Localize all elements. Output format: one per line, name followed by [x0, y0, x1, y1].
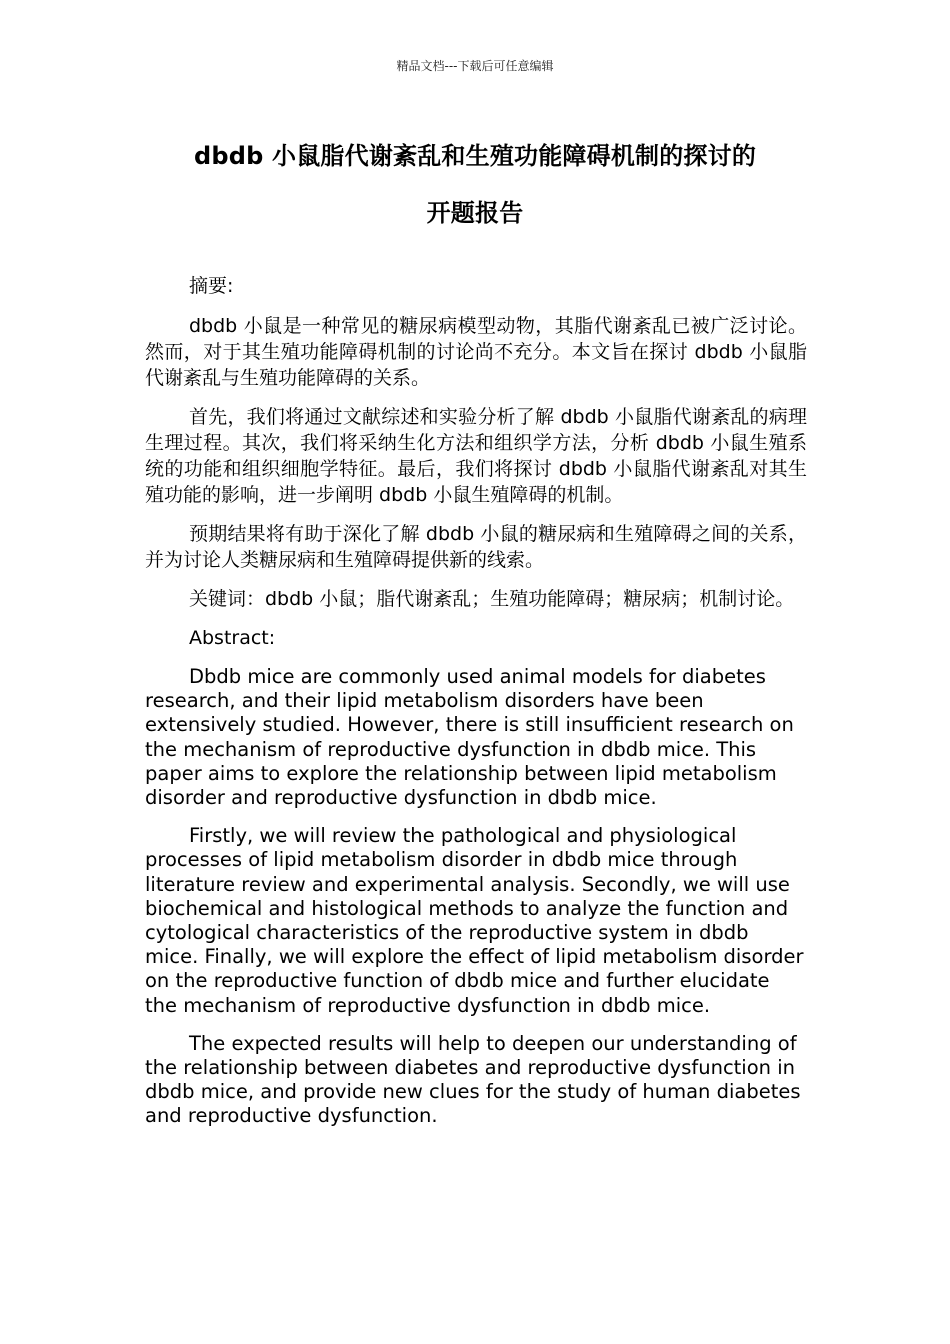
abstract-en-paragraph-1: Dbdb mice are commonly used animal models for diabetes research, and their lipid metabolism disorders have been extensively studied. However, there is still insufficient research on the mechanism of reproductive dysfunction in dbdb mice. This paper aims to explore the relationship between lipid metabolism disorder and reproductive dysfunction in dbdb mice. [145, 665, 794, 810]
abstract-en-paragraph-2: Firstly, we will review the pathological and physiological processes of lipid metabolism disorder in dbdb mice through literature review and experimental analysis. Secondly, we will use biochemical and histological methods to analyze the function and cytological characteristics of the reproductive system in dbdb mice. Finally, we will explore the effect of lipid metabolism disorder on the reproductive function of dbdb mice and further elucidate the mechanism of reproductive dysfunction in dbdb mice. [145, 824, 804, 1017]
page-header-note: 精品文档---下载后可任意编辑 [396, 59, 554, 73]
abstract-cn-paragraph-3: 预期结果将有助于深化了解 dbdb 小鼠的糖尿病和生殖障碍之间的关系，并为讨论人类糖尿病和生殖障碍提供新的线索。 [145, 523, 807, 571]
abstract-en-paragraph-3: The expected results will help to deepen our understanding of the relationship between diabetes and reproductive dysfunction in dbdb mice, and provide new clues for the study of human diabetes and reproductive dysfunction. [145, 1031, 801, 1128]
keywords-cn: 关键词：dbdb 小鼠；脂代谢紊乱；生殖功能障碍；糖尿病；机制讨论。 [189, 588, 795, 610]
abstract-cn-paragraph-1: dbdb 小鼠是一种常见的糖尿病模型动物，其脂代谢紊乱已被广泛讨论。然而，对于其生殖功能障碍机制的讨论尚不充分。本文旨在探讨 dbdb 小鼠脂代谢紊乱与生殖功能障碍的关系。 [145, 315, 807, 389]
document-title-line-1: dbdb 小鼠脂代谢紊乱和生殖功能障碍机制的探讨的 [193, 142, 757, 170]
abstract-cn-paragraph-2: 首先，我们将通过文献综述和实验分析了解 dbdb 小鼠脂代谢紊乱的病理生理过程。其次，我们将采纳生化方法和组织学方法，分析 dbdb 小鼠生殖系统的功能和组织细胞学特征。最后，我们将探讨 dbdb 小鼠脂代谢紊乱对其生殖功能的影响，进一步阐明 dbdb 小鼠生殖障碍的机制。 [145, 406, 807, 506]
abstract-cn-label: 摘要: [189, 275, 234, 297]
document-title-line-2: 开题报告 [426, 199, 524, 227]
document-body [145, 273, 807, 1143]
abstract-en-label: Abstract: [189, 627, 276, 649]
